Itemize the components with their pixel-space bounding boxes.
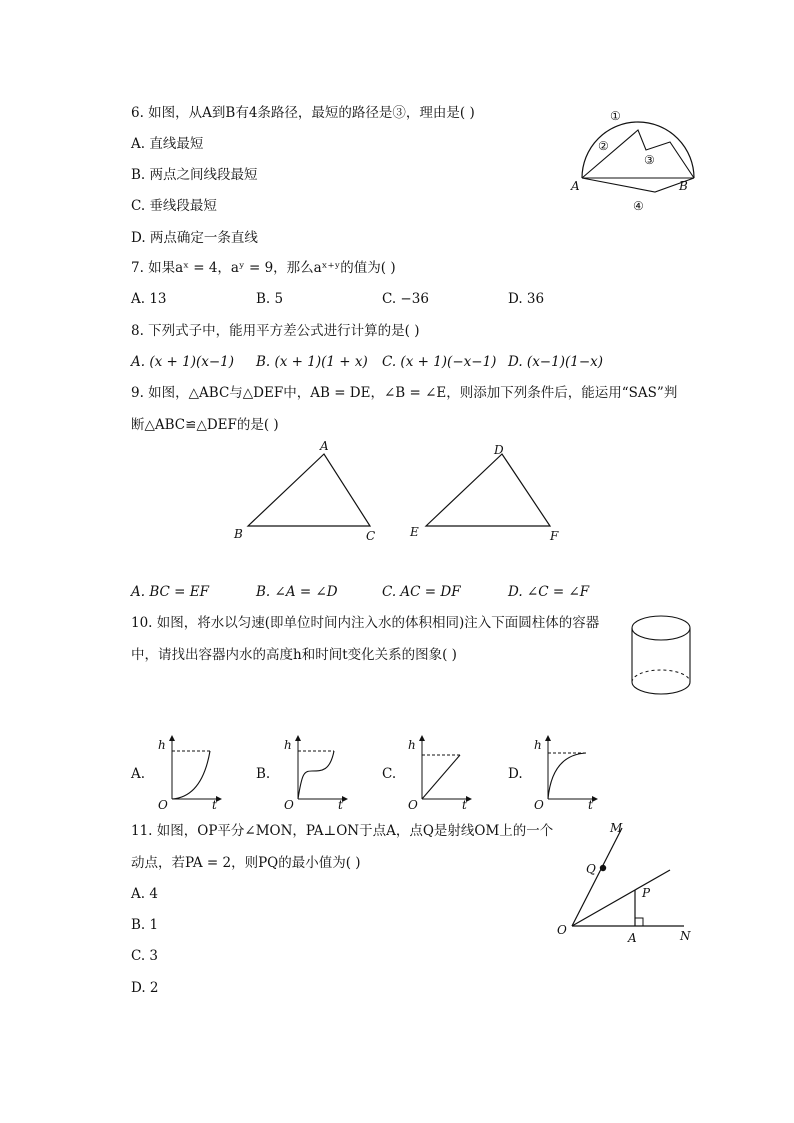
q9-option-d: D. ∠C = ∠F bbox=[508, 584, 590, 600]
label-B: B bbox=[234, 527, 243, 541]
q10-graph-d bbox=[526, 733, 601, 811]
svg-text:t: t bbox=[588, 798, 593, 812]
q6-option-d: D. 两点确定一条直线 bbox=[131, 230, 258, 246]
q9-figure bbox=[228, 440, 578, 550]
label-p1: ① bbox=[610, 109, 621, 123]
q10-option-a: A. bbox=[131, 766, 146, 782]
q8-option-c: C. (x + 1)(−x−1) bbox=[382, 354, 497, 370]
q10-cylinder bbox=[628, 612, 694, 702]
svg-text:h: h bbox=[284, 738, 292, 752]
label-E: E bbox=[410, 525, 419, 539]
q8-option-b: B. (x + 1)(1 + x) bbox=[256, 354, 368, 370]
svg-text:A: A bbox=[628, 931, 637, 945]
path-lower bbox=[582, 178, 694, 192]
q11-stem-line2: 动点，若PA = 2，则PQ的最小值为( ) bbox=[131, 855, 361, 871]
svg-text:h: h bbox=[158, 738, 166, 752]
svg-text:O: O bbox=[534, 798, 544, 812]
q10-option-c: C. bbox=[382, 766, 397, 782]
q11-figure bbox=[550, 818, 700, 948]
label-A: A bbox=[571, 179, 580, 193]
label-p2: ② bbox=[598, 139, 609, 153]
svg-text:O: O bbox=[408, 798, 418, 812]
q10-graph-c bbox=[400, 733, 475, 811]
q11-option-d: D. 2 bbox=[131, 980, 159, 996]
q10-graph-a bbox=[150, 733, 225, 811]
q11-stem-line1: 11. 如图，OP平分∠MON，PA⊥ON于点A，点Q是射线OM上的一个 bbox=[131, 823, 554, 839]
label-F: F bbox=[550, 529, 559, 543]
q10-stem-line2: 中，请找出容器内水的高度h和时间t变化关系的图象( ) bbox=[131, 647, 457, 663]
svg-text:M: M bbox=[610, 821, 623, 835]
q6-option-c: C. 垂线段最短 bbox=[131, 198, 217, 214]
q11-option-b: B. 1 bbox=[131, 917, 159, 933]
q10-option-b: B. bbox=[256, 766, 271, 782]
q9-option-a: A. BC = EF bbox=[131, 584, 209, 600]
label-A: A bbox=[320, 439, 329, 453]
q6-option-b: B. 两点之间线段最短 bbox=[131, 167, 258, 183]
label-C: C bbox=[366, 529, 376, 543]
svg-text:h: h bbox=[534, 738, 542, 752]
q10-option-d: D. bbox=[508, 766, 523, 782]
triangle-def bbox=[426, 454, 550, 526]
svg-text:N: N bbox=[680, 929, 691, 943]
q10-stem-line1: 10. 如图，将水以匀速(即单位时间内注入水的体积相同)注入下面圆柱体的容器 bbox=[131, 615, 600, 631]
q7-option-b: B. 5 bbox=[256, 291, 284, 307]
point-q bbox=[600, 865, 606, 871]
label-D: D bbox=[494, 443, 504, 457]
q11-option-c: C. 3 bbox=[131, 948, 159, 964]
q7-option-c: C. −36 bbox=[382, 291, 429, 307]
q9-option-c: C. AC = DF bbox=[382, 584, 461, 600]
q11-option-a: A. 4 bbox=[131, 886, 158, 902]
q6-figure bbox=[560, 100, 710, 220]
q8-option-a: A. (x + 1)(x−1) bbox=[131, 354, 235, 370]
svg-text:t: t bbox=[338, 798, 343, 812]
svg-text:Q: Q bbox=[586, 862, 596, 876]
label-B: B bbox=[679, 179, 688, 193]
svg-text:O: O bbox=[284, 798, 294, 812]
q9-option-b: B. ∠A = ∠D bbox=[256, 584, 338, 600]
q10-graph-b bbox=[276, 733, 351, 811]
q7-option-d: D. 36 bbox=[508, 291, 545, 307]
q6-option-a: A. 直线最短 bbox=[131, 136, 204, 152]
q9-stem-line1: 9. 如图，△ABC与△DEF中，AB = DE，∠B = ∠E，则添加下列条件后，能运用“SAS”判 bbox=[131, 385, 678, 401]
label-p3: ③ bbox=[644, 153, 655, 167]
svg-text:P: P bbox=[642, 886, 651, 900]
right-angle-mark bbox=[635, 918, 643, 926]
svg-text:O: O bbox=[158, 798, 168, 812]
q9-stem-line2: 断△ABC≌△DEF的是( ) bbox=[131, 417, 279, 433]
q8-option-d: D. (x−1)(1−x) bbox=[508, 354, 604, 370]
svg-text:O: O bbox=[557, 923, 567, 937]
svg-text:t: t bbox=[212, 798, 217, 812]
q8-stem: 8. 下列式子中，能用平方差公式进行计算的是( ) bbox=[131, 323, 420, 339]
svg-text:t: t bbox=[462, 798, 467, 812]
triangle-abc bbox=[248, 454, 370, 526]
q7-option-a: A. 13 bbox=[131, 291, 167, 307]
q6-stem: 6. 如图，从A到B有4条路径，最短的路径是③，理由是( ) bbox=[131, 105, 475, 121]
q7-stem: 7. 如果aˣ = 4，aʸ = 9，那么aˣ⁺ʸ的值为( ) bbox=[131, 260, 396, 276]
svg-text:h: h bbox=[408, 738, 416, 752]
label-p4: ④ bbox=[633, 199, 644, 213]
